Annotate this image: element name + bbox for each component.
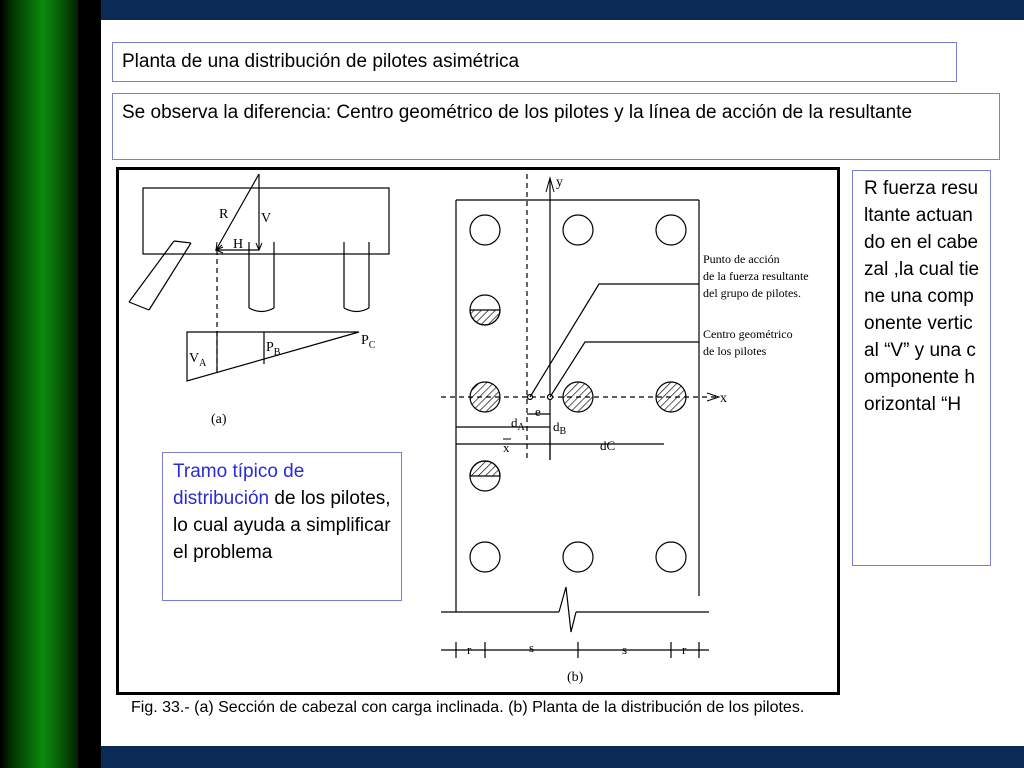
bottom-navy-bar: [101, 746, 1024, 768]
section-a-drawing: [129, 174, 389, 381]
label-da: $d_A$: [511, 415, 525, 433]
note-action-line-1: Punto de acción: [703, 252, 780, 266]
label-r-left: r: [467, 642, 472, 657]
tramo-note: [162, 452, 402, 601]
pile-diagram: [119, 170, 837, 692]
label-va: $V_A$: [189, 351, 207, 369]
top-navy-bar: [101, 0, 1024, 20]
note-action-line-2: de la fuerza resultante: [703, 269, 809, 283]
tramo-rest: de los pilotes, lo cual ayuda a simplificar el problema: [173, 488, 391, 563]
note-action-line-3: del grupo de pilotes.: [703, 286, 801, 300]
label-v: V: [261, 211, 272, 226]
label-pb: $P_B$: [266, 340, 281, 358]
label-r: R: [219, 207, 229, 222]
label-db: $d_B$: [553, 419, 567, 437]
label-e: e: [535, 404, 541, 419]
label-s-2: s: [622, 642, 628, 657]
r-force-note: R fuerza resultante actuando en el cabezal ,la cual tiene una componente vertical “V” y una componente horizontal “H: [852, 170, 991, 566]
axis-y-label: y: [556, 175, 563, 190]
slide-title: Planta de una distribución de pilotes asimétrica: [112, 42, 957, 82]
label-r-right: r: [682, 642, 687, 657]
tramo-highlight: Tramo típico de distribución: [173, 461, 305, 509]
note-center-line-1: Centro geométrico: [703, 327, 793, 341]
label-dc: dC: [600, 438, 616, 453]
axis-x-label: x: [720, 391, 727, 406]
observation-text: Se observa la diferencia: Centro geométrico de los pilotes y la línea de acción de la resultante: [112, 93, 1000, 160]
label-pc: $P_C$: [361, 333, 376, 351]
label-h: H: [233, 237, 244, 252]
note-center-line-2: de los pilotes: [703, 344, 767, 358]
caption-a: (a): [211, 412, 227, 427]
plan-b-drawing: [441, 174, 719, 658]
left-green-gradient-bar: [0, 0, 78, 768]
label-s-1: s: [529, 640, 535, 655]
label-xbar: x: [503, 440, 510, 455]
left-black-strip: [78, 0, 101, 768]
figure-caption: Fig. 33.- (a) Sección de cabezal con carga inclinada. (b) Planta de la distribución de los pilotes.: [131, 699, 805, 716]
caption-b: (b): [567, 670, 584, 685]
figure-frame: [116, 167, 840, 695]
